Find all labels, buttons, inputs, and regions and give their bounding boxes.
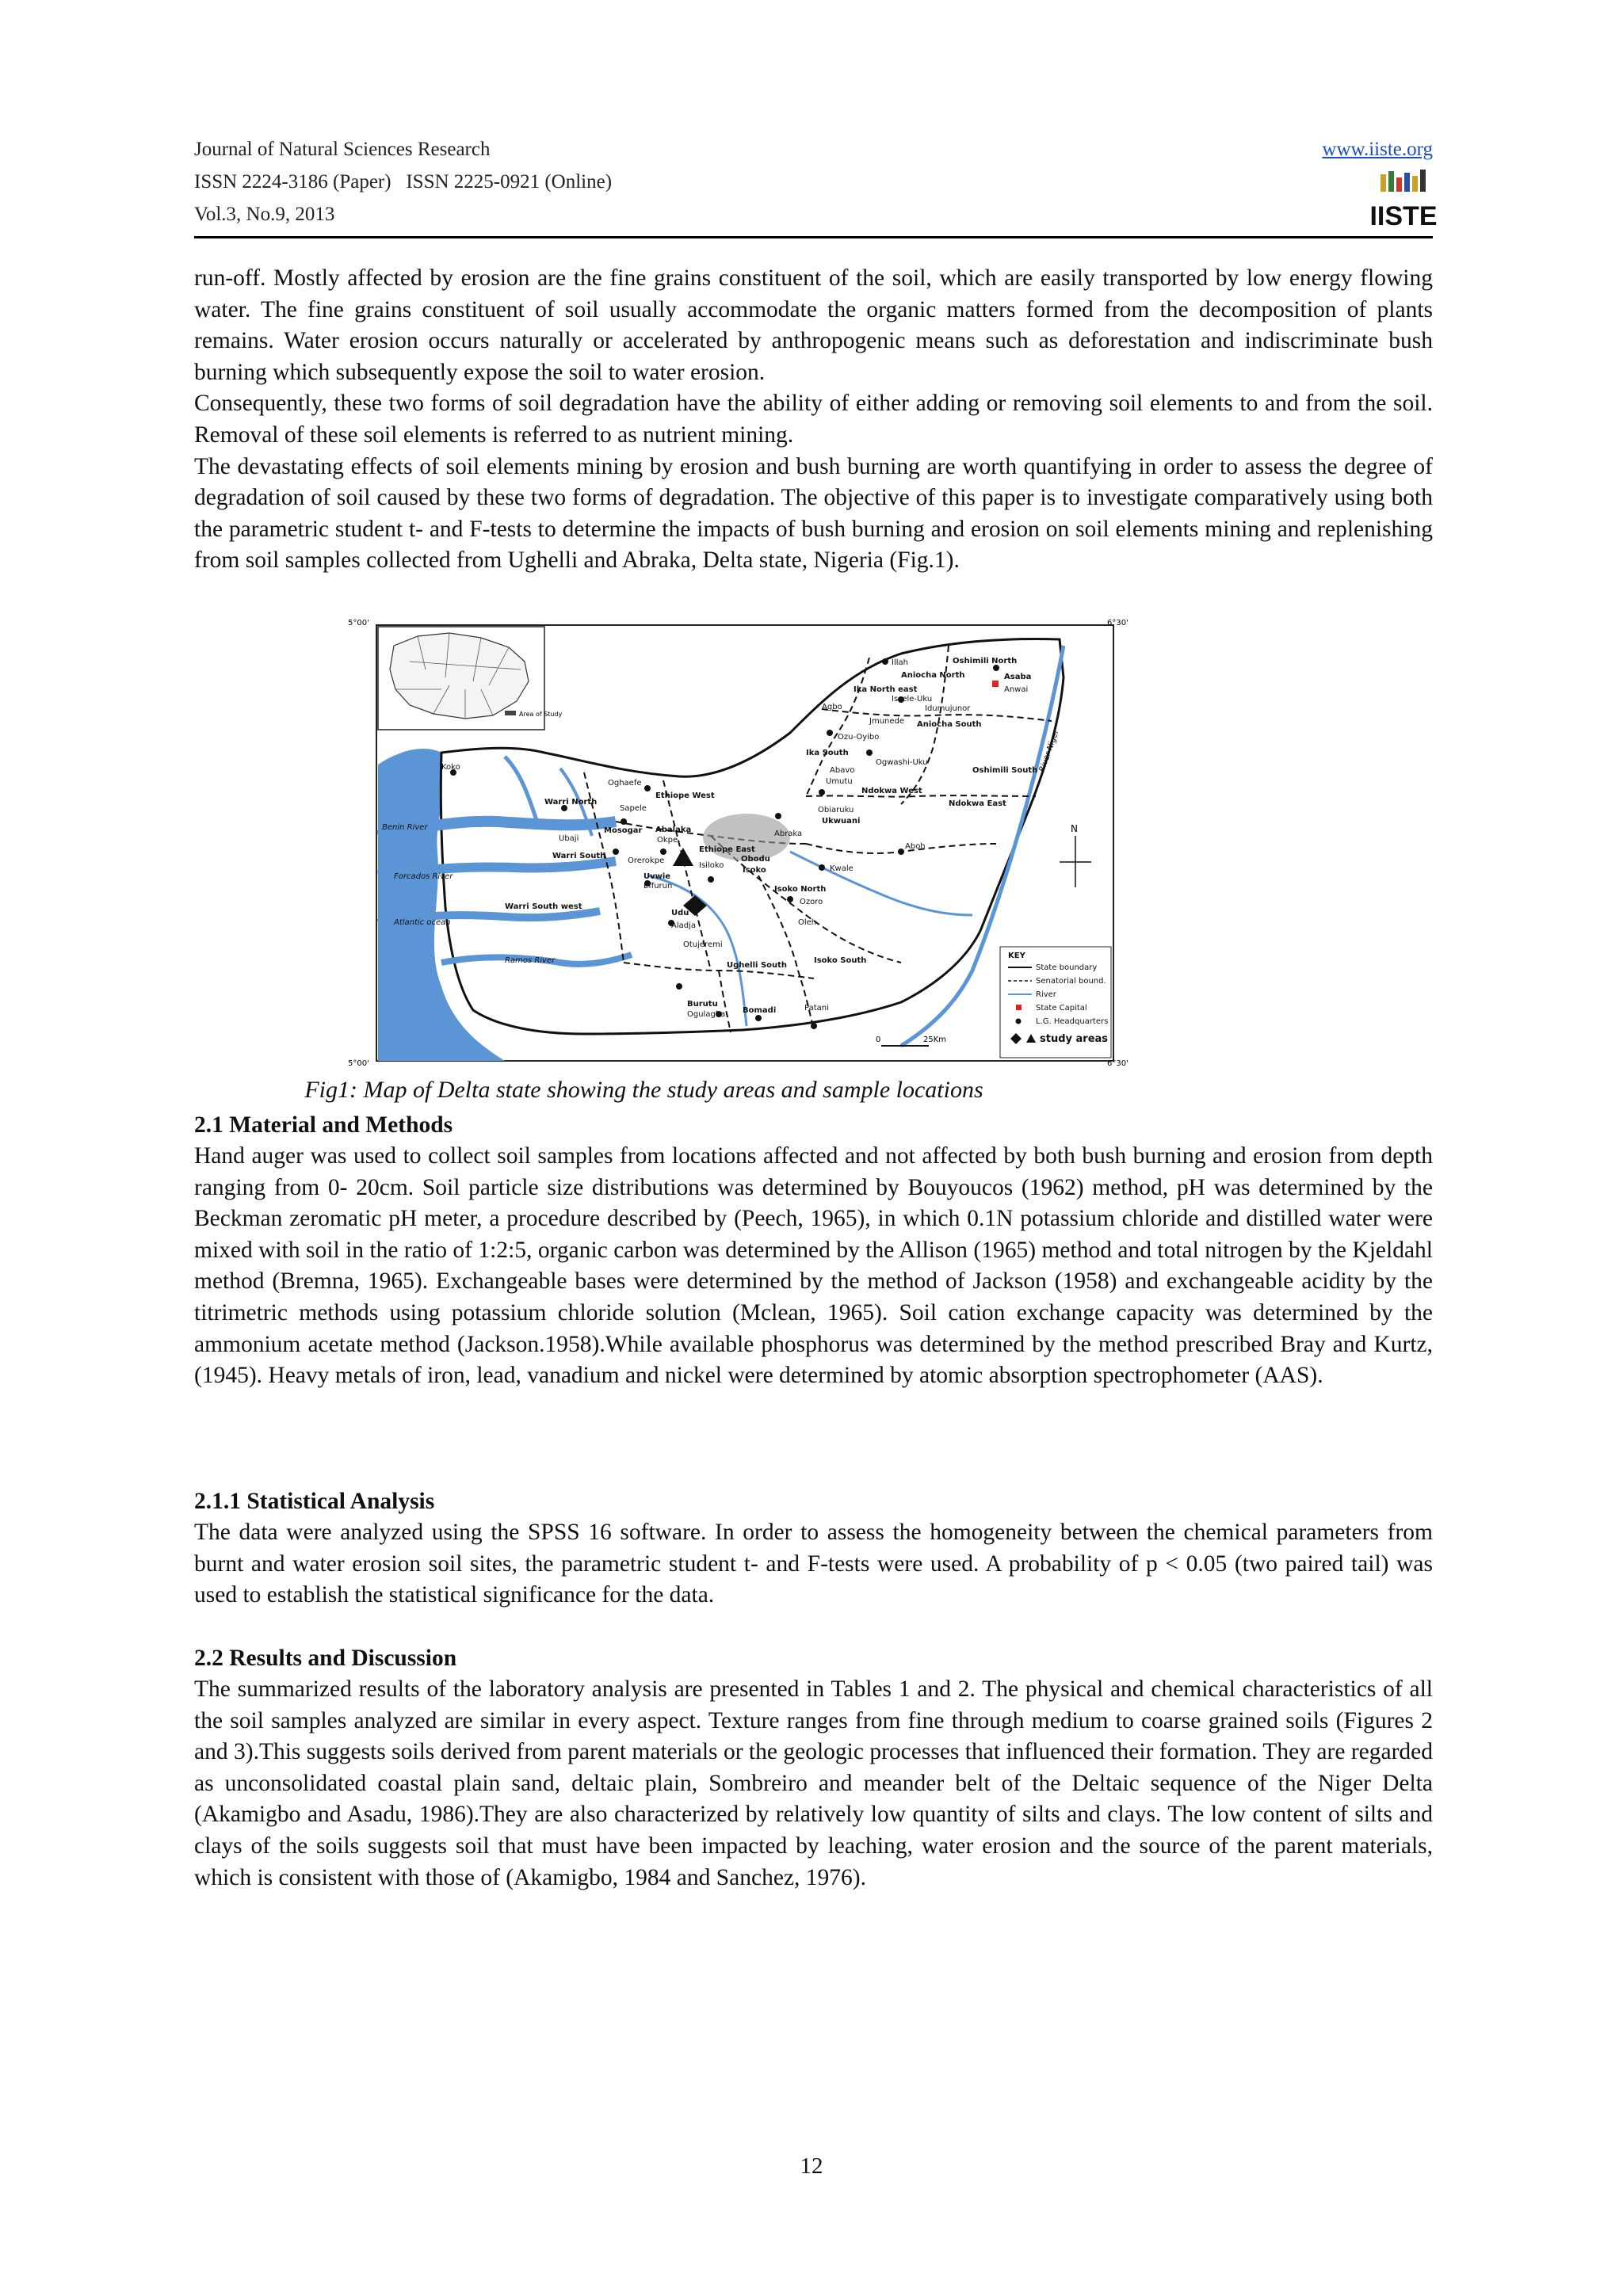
place-label: Ughelli South xyxy=(727,961,788,970)
place-label: Obiaruku xyxy=(818,806,854,814)
place-label: Oleh xyxy=(798,918,817,927)
svg-text:25Km: 25Km xyxy=(923,1035,947,1044)
results-text xyxy=(194,1674,1433,1894)
place-label: Aniocha North xyxy=(901,671,965,680)
place-label: Isoko South xyxy=(814,956,867,965)
place-label: Agbo xyxy=(822,703,842,711)
delta-state-map-figure xyxy=(346,614,1147,1070)
place-label: Isoko xyxy=(743,866,766,875)
place-label: Abavo xyxy=(830,766,855,775)
inset-legend-label: Area of Study xyxy=(519,711,563,718)
place-label: Ndokwa West xyxy=(861,787,922,795)
place-label: Oshimili South xyxy=(972,766,1038,775)
place-label: Issele-Uku xyxy=(892,695,933,704)
key-item: L.G. Headquarters xyxy=(1036,1017,1109,1026)
place-label: Kwale xyxy=(830,864,854,873)
place-label: Benin River xyxy=(382,823,428,832)
place-label: Mosogar xyxy=(604,826,643,835)
place-label: Anwai xyxy=(1004,685,1029,694)
place-label: Ika South xyxy=(806,749,849,757)
key-item: River xyxy=(1036,990,1056,999)
logo-text: IISTE xyxy=(1369,201,1438,231)
place-label: Warri South west xyxy=(505,902,582,911)
iiste-logo xyxy=(1369,170,1438,231)
stats-paragraph: The data were analyzed using the SPSS 16 software. In order to assess the homogeneity between the chemical parameters from burnt and water erosion soil sites, the parametric student t- and F-tests were used. A probability of p < 0.05 (two paired tail) was used to establish the statistical significance for the data. xyxy=(194,1520,1433,1608)
place-label: Ozoro xyxy=(800,898,823,906)
place-label: Obodu xyxy=(741,855,770,864)
river-niger-label: River Niger xyxy=(1037,728,1061,774)
place-label: Udu xyxy=(671,909,689,917)
figure-caption: Fig1: Map of Delta state showing the study areas and sample locations xyxy=(304,1077,983,1103)
asaba-capital-marker xyxy=(992,681,999,687)
place-label: Orerokpe xyxy=(628,856,665,865)
place-label: Ukwuani xyxy=(822,817,861,826)
intro-text xyxy=(194,263,1433,577)
place-label: Warri South xyxy=(552,852,606,860)
intro-paragraph: run-off. Mostly affected by erosion are the fine grains constituent of the soil, which are easily transported by low energy flowing water. The fine grains constituent of soil usually accommodate the organic matters formed from the decomposition of plants remains. Water erosion occurs naturally or accelerated by anthropogenic means such as deforestation and indiscriminate bush burning which subsequently expose the soil to water erosion. xyxy=(194,265,1433,385)
place-label: Effurun xyxy=(643,882,673,891)
place-label: Bomadi xyxy=(743,1006,777,1015)
place-label: Koko xyxy=(441,763,460,772)
journal-url-link[interactable]: www.iiste.org xyxy=(1322,139,1433,160)
header-divider xyxy=(194,236,1433,238)
intro-paragraph: Consequently, these two forms of soil degradation have the ability of either adding or removing soil elements to and from the soil. Removal of these soil elements is referred to as nutrient mining. xyxy=(194,391,1433,448)
place-label: Aladja xyxy=(671,921,697,930)
map-key xyxy=(1000,947,1111,1058)
place-label: Ramos River xyxy=(505,956,556,965)
place-label: Ndokwa East xyxy=(949,799,1006,808)
results-paragraph: The summarized results of the laboratory analysis are presented in Tables 1 and 2. The physical and chemical characteristics of all the soil samples analyzed are similar in every aspect. Texture ranges from fine through medium to coarse grained soils (Figures 2 and 3).This suggests soils derived from parent materials or the geologic processes that influenced their formation. They are regarded as unconsolidated coastal plain sand, deltaic plain, Sombreiro and meander belt of the Deltaic sequence of the Niger Delta (Akamigbo and Asadu, 1986).They are also characterized by relatively low quantity of silts and clays. The low content of silts and clays of the soils suggests soil that must have been impacted by leaching, water erosion and the source of the parent materials, which is consistent with those of (Akamigbo, 1984 and Sanchez, 1976). xyxy=(194,1676,1433,1890)
journal-title: Journal of Natural Sciences Research xyxy=(194,139,491,160)
place-label: Ogulagha xyxy=(687,1010,726,1019)
place-label: Oshimili North xyxy=(953,657,1018,666)
methods-text xyxy=(194,1141,1433,1392)
key-item: State Capital xyxy=(1036,1004,1087,1013)
place-label: Okpe xyxy=(657,836,678,845)
place-label: Abalaka xyxy=(655,826,692,834)
place-label: Ubaji xyxy=(559,834,579,843)
stats-text xyxy=(194,1517,1433,1611)
place-label: Ethiope West xyxy=(655,791,715,800)
coord-bottom-right: 6°30' xyxy=(1107,1059,1128,1068)
place-label: Oghaefe xyxy=(608,779,642,788)
coord-top-right: 6°30' xyxy=(1107,619,1128,627)
place-label: Ethiope East xyxy=(699,845,755,854)
place-label: Uvwie xyxy=(643,872,671,881)
place-label: Forcados River xyxy=(394,872,453,881)
page-number: 12 xyxy=(800,2153,823,2179)
results-heading: 2.2 Results and Discussion xyxy=(194,1646,457,1671)
journal-issn: ISSN 2224-3186 (Paper) ISSN 2225-0921 (Online) xyxy=(194,171,613,193)
place-label: Idumujunor xyxy=(925,704,971,713)
coord-top-left: 5°00' xyxy=(348,619,369,627)
place-label: Otujeremi xyxy=(683,940,723,949)
journal-volume: Vol.3, No.9, 2013 xyxy=(194,204,335,225)
place-label: Ozu-Oyibo xyxy=(838,733,880,742)
place-label: Sapele xyxy=(620,804,647,813)
place-label: Asaba xyxy=(1004,673,1032,681)
svg-text:N: N xyxy=(1071,823,1078,834)
place-label: Isoko North xyxy=(774,885,827,894)
journal-header xyxy=(194,136,1438,238)
methods-heading: 2.1 Material and Methods xyxy=(194,1112,453,1138)
place-label: Umutu xyxy=(826,777,853,786)
place-label: Aniocha South xyxy=(917,720,982,729)
intro-paragraph: The devastating effects of soil elements mining by erosion and bush burning are worth quantifying in order to assess the degree of degradation of soil caused by these two forms of degradation. The objective of this paper is to investigate comparatively using both the parametric student t- and F-tests to determine the impacts of bush burning and erosion on soil elements mining and replenishing from soil samples collected from Ughelli and Abraka, Delta state, Nigeria (Fig.1). xyxy=(194,453,1433,574)
key-item: State boundary xyxy=(1036,963,1098,972)
coord-bottom-left: 5°00' xyxy=(348,1059,369,1068)
place-label: Jmunede xyxy=(869,717,905,726)
place-label: Burutu xyxy=(687,1000,718,1009)
stats-heading: 2.1.1 Statistical Analysis xyxy=(194,1489,435,1514)
place-label: Atlantic ocean xyxy=(394,918,451,927)
place-label: Patani xyxy=(804,1004,829,1013)
key-item: Senatorial bound. xyxy=(1036,977,1106,986)
place-label: Illah xyxy=(892,658,908,667)
place-label: Abraka xyxy=(774,830,803,838)
place-label: Aboh xyxy=(905,842,926,851)
methods-paragraph: Hand auger was used to collect soil samples from locations affected and not affected by both bush burning and erosion from depth ranging from 0- 20cm. Soil particle size distributions was determined by Bouyoucos (1962) method, pH was determined by the Beckman zeromatic pH meter, a procedure described by (Peech, 1965), in which 0.1N potassium chloride and distilled water were mixed with soil in the ratio of 1:2:5, organic carbon was determined by the Allison (1965) method and total nitrogen by the Kjeldahl method (Bremna, 1965). Exchangeable bases were determined by the method of Jackson (1958) and exchangeable acidity by the titrimetric methods using potassium chloride solution (Mclean, 1965). Soil cation exchange capacity was determined by the ammonium acetate method (Jackson.1958).While available phosphorus was determined by the method prescribed Bray and Kurtz, (1945). Heavy metals of iron, lead, vanadium and nickel were determined by atomic absorption spectrophometer (AAS). xyxy=(194,1143,1433,1389)
place-label: Ogwashi-Uku xyxy=(876,758,928,767)
place-label: Ika North east xyxy=(854,685,918,694)
place-label: Warri North xyxy=(544,798,598,807)
key-item: study areas xyxy=(1040,1033,1109,1045)
key-title: KEY xyxy=(1008,952,1025,960)
svg-text:0: 0 xyxy=(876,1035,881,1044)
place-label: Isiloko xyxy=(699,861,724,870)
